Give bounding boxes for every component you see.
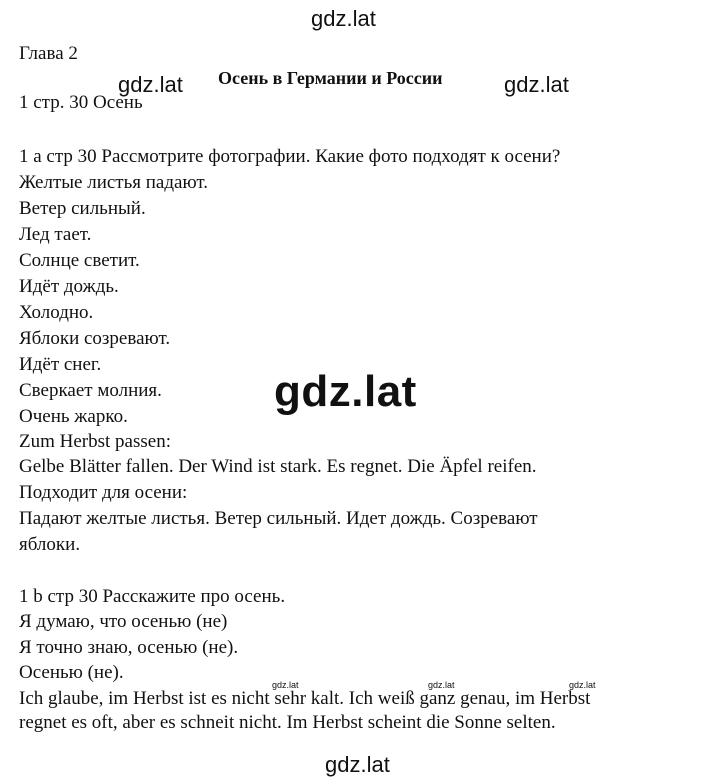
task-1a-item: Идёт дождь. (19, 276, 119, 297)
watermark-small: gdz.lat (569, 680, 596, 690)
task-1b-heading: 1 b стр 30 Расскажите про осень. (19, 586, 286, 607)
task-1a-item: Солнце светит. (19, 250, 140, 271)
task-1b-line: regnet es oft, aber es schneit nicht. Im Herbst scheint die Sonne selten. (19, 712, 556, 733)
task-1a-item: Идёт снег. (19, 354, 102, 375)
watermark-right: gdz.lat (504, 72, 569, 97)
watermark-left: gdz.lat (118, 72, 183, 97)
answer-de-text: Gelbe Blätter fallen. Der Wind ist stark. Es regnet. Die Äpfel reifen. (19, 456, 537, 477)
task-1b-line: Я точно знаю, осенью (не). (19, 637, 239, 658)
page-title: Осень в Германии и России (218, 68, 443, 88)
watermark-small: gdz.lat (428, 680, 455, 690)
task-1a-item: Яблоки созревают. (19, 328, 171, 349)
answer-de-label: Zum Herbst passen: (19, 431, 171, 452)
task-1b-line: Осенью (не). (19, 662, 124, 683)
task-1b-line: Ich glaube, im Herbst ist es nicht sehr kalt. Ich weiß ganz genau, im Herbst (19, 688, 591, 709)
section-heading: 1 стр. 30 Осень (19, 92, 143, 113)
watermark-center: gdz.lat (274, 367, 417, 416)
answer-ru-text: Падают желтые листья. Ветер сильный. Идет дождь. Созревают (19, 508, 538, 529)
task-1a-heading: 1 a стр 30 Рассмотрите фотографии. Какие фото подходят к осени? (19, 146, 561, 167)
task-1a-item: Сверкает молния. (19, 380, 162, 401)
task-1a-item: Лед тает. (19, 224, 92, 245)
answer-ru-label: Подходит для осени: (19, 482, 188, 503)
chapter-label: Глава 2 (19, 43, 78, 64)
watermark-top: gdz.lat (311, 6, 376, 31)
task-1a-item: Ветер сильный. (19, 198, 146, 219)
task-1a-item: Желтые листья падают. (19, 172, 209, 193)
answer-ru-text: яблоки. (19, 534, 81, 555)
watermark-small: gdz.lat (272, 680, 299, 690)
task-1b-line: Я думаю, что осенью (не) (19, 611, 228, 632)
task-1a-item: Очень жарко. (19, 406, 128, 427)
task-1a-item: Холодно. (19, 302, 94, 323)
watermark-bottom: gdz.lat (325, 752, 390, 777)
